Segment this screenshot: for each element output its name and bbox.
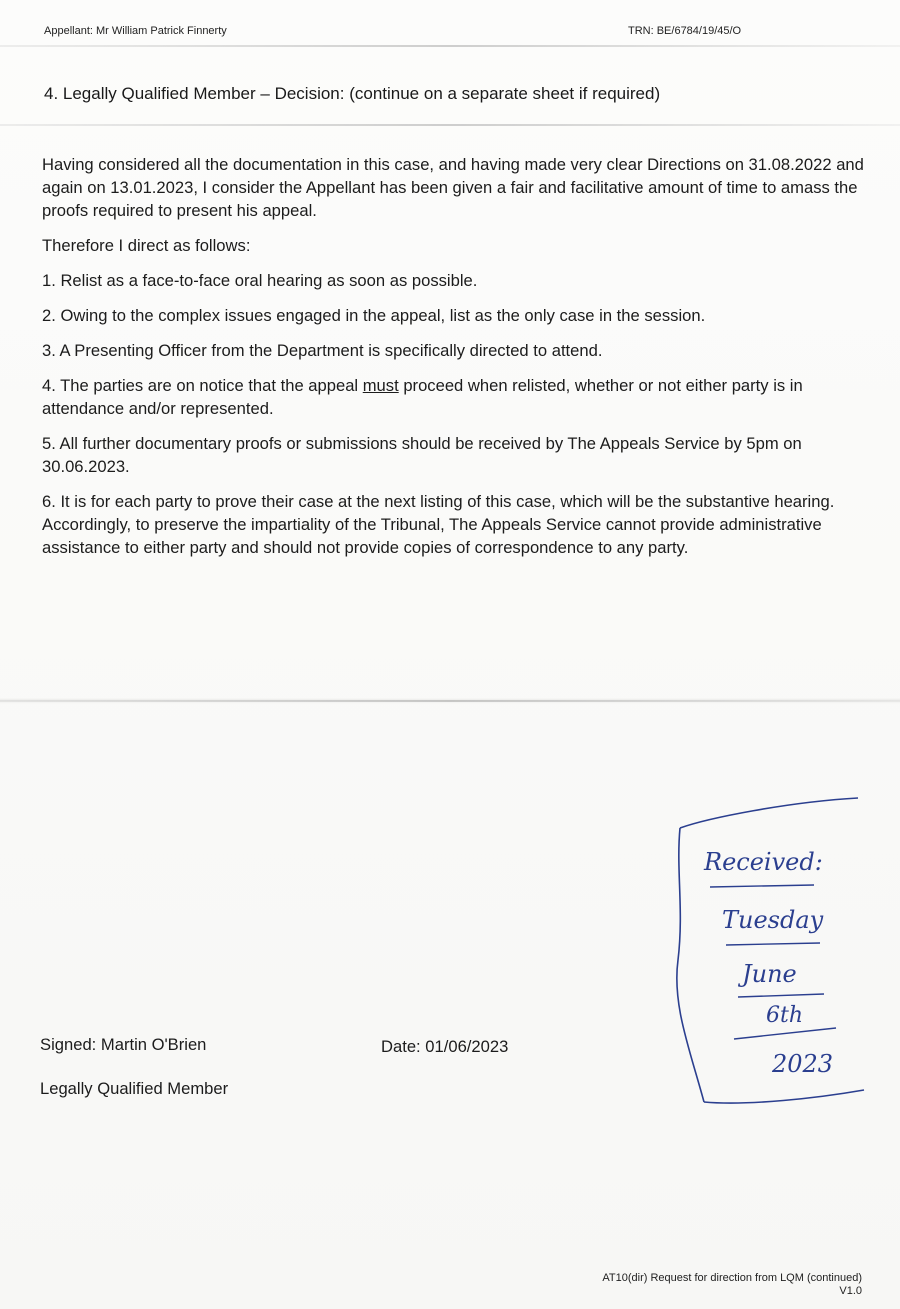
fold-line xyxy=(0,700,900,702)
direction-3: 3. A Presenting Officer from the Department is specifically directed to attend. xyxy=(42,341,603,360)
signer-role: Legally Qualified Member xyxy=(40,1079,229,1098)
direction-6: 6. It is for each party to prove their case at the next listing of this case, which will be the substantive hearing. Accordingly, to preserve the impartiality of the Tribunal, The Appeals Service cannot provide administrative assistance to either party and should not provide copies of correspondence to any party. xyxy=(42,492,835,557)
direction-1: 1. Relist as a face-to-face oral hearing as soon as possible. xyxy=(42,271,478,290)
note-border-left xyxy=(677,828,704,1102)
note-underline xyxy=(726,943,820,945)
decision-body xyxy=(42,153,867,571)
fold-line xyxy=(0,124,900,126)
note-line-ordinal: 6th xyxy=(766,1003,804,1028)
note-line-month: June xyxy=(742,960,797,988)
note-line-day: Tuesday xyxy=(722,906,824,934)
handwritten-received-note xyxy=(668,790,868,1110)
therefore-paragraph: Therefore I direct as follows: xyxy=(42,236,251,255)
signed-by: Signed: Martin O'Brien xyxy=(40,1035,207,1054)
direction-4-start: 4. The parties are on notice that the appeal xyxy=(42,376,363,395)
note-border-top xyxy=(680,798,858,828)
note-line-received: Received: xyxy=(704,848,823,876)
form-reference: AT10(dir) Request for direction from LQM (continued) xyxy=(602,1272,862,1284)
note-border-bottom xyxy=(704,1090,864,1103)
direction-4-emphasis: must xyxy=(362,376,399,395)
intro-paragraph: Having considered all the documentation in this case, and having made very clear Directions on 31.08.2022 and again on 13.01.2023, I consider the Appellant has been given a fair and facilitative amount of time to amass the proofs required to present his appeal. xyxy=(42,155,864,220)
direction-4-end: proceed when relisted, whether or not either party is in attendance and/or represented. xyxy=(42,376,803,418)
note-line-year: 2023 xyxy=(772,1050,834,1078)
direction-5: 5. All further documentary proofs or submissions should be received by The Appeals Service by 5pm on 30.06.2023. xyxy=(42,434,802,476)
signature-date: Date: 01/06/2023 xyxy=(381,1037,509,1056)
note-underline xyxy=(710,885,814,887)
form-version: V1.0 xyxy=(839,1285,862,1297)
trn-number: TRN: BE/6784/19/45/O xyxy=(628,25,742,37)
appellant-name: Appellant: Mr William Patrick Finnerty xyxy=(44,25,227,37)
note-underline xyxy=(734,1028,836,1039)
form-footer xyxy=(602,1272,862,1298)
direction-2: 2. Owing to the complex issues engaged in the appeal, list as the only case in the session. xyxy=(42,306,706,325)
fold-line xyxy=(0,45,900,47)
direction-4 xyxy=(42,374,867,420)
note-underline xyxy=(738,994,824,997)
section-title: 4. Legally Qualified Member – Decision: (continue on a separate sheet if required) xyxy=(44,84,661,103)
